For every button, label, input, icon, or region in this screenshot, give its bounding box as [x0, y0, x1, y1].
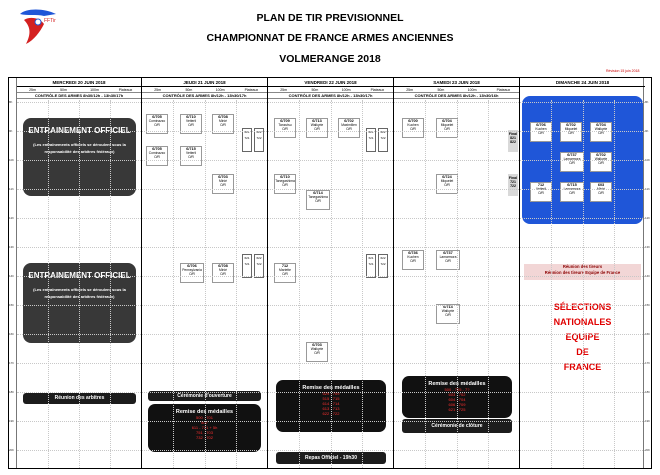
hour-label: 11h	[645, 187, 650, 191]
card-code: 6/715	[567, 183, 577, 187]
card-name: Cominazzo	[148, 118, 166, 123]
hour-label: 16h	[645, 332, 651, 336]
side-code-text: 721	[368, 262, 374, 266]
card-cat: O/R	[220, 271, 226, 276]
card-cat: O/R	[282, 126, 288, 131]
card-cat: O/R	[444, 126, 450, 131]
card-code: 6/700	[408, 119, 418, 123]
hour-label: 15h	[645, 303, 651, 307]
relay-card[interactable]	[274, 263, 296, 283]
card-cat: O/R	[538, 190, 544, 195]
card-code: 6/715	[186, 147, 196, 151]
hour-label: 8h	[9, 100, 13, 104]
relay-card[interactable]	[560, 182, 584, 202]
lane-label: Plateaux	[118, 88, 133, 92]
medals-title: Remise des médailles	[428, 381, 486, 387]
hour-label: 12h	[645, 216, 651, 220]
lane-divider	[205, 100, 206, 468]
card-name: Mariette	[279, 267, 291, 272]
lane-label: Plateaux	[496, 88, 511, 92]
selection-line: EQUIPE	[565, 332, 600, 342]
hour-label: 20h	[645, 448, 651, 452]
card-cat: O/R	[444, 182, 450, 187]
medals-line: 500 - 705 - 7?	[444, 387, 470, 392]
card-code: 712	[537, 183, 545, 187]
hour-label: 14h	[9, 274, 15, 278]
hour-label: 14h	[645, 274, 651, 278]
relay-card[interactable]	[530, 122, 552, 142]
weapons-control: CONTRÔLE DES ARMES 8h/12h - 13h30/17h	[268, 93, 393, 99]
selection-line: SÉLECTIONS	[553, 302, 612, 312]
lane-divider	[331, 100, 332, 468]
weapons-control: CONTRÔLE DES ARMES 8h/12h - 13h30/17h	[142, 93, 267, 99]
card-code: 6/706	[187, 264, 197, 268]
card-name: Lamarmora	[563, 186, 581, 191]
card-cat: O/R	[598, 130, 604, 135]
card-code: 6/703	[312, 343, 322, 347]
lane-divider	[551, 100, 552, 468]
lane-label: 100m	[90, 88, 99, 92]
lane-label: 100m	[215, 88, 225, 92]
medals-line: 603 - 702	[448, 392, 466, 397]
card-name: Miquelet	[440, 178, 454, 183]
day-header: MERCREDI 20 JUIN 2018	[17, 78, 141, 87]
card-cat: O/R	[346, 126, 352, 131]
card-cat: O/R	[569, 160, 575, 165]
medals-line: 515 - 715	[322, 396, 340, 401]
lane-divider	[173, 100, 174, 468]
side-code-text: 622	[256, 256, 262, 260]
hour-label: 18h	[645, 390, 651, 394]
relay-card[interactable]	[180, 263, 204, 283]
hours-gutter-left	[9, 78, 17, 468]
revision-date: Révision 15 juin 2018	[606, 69, 640, 73]
card-code: 6/710	[186, 115, 196, 119]
relay-card[interactable]	[274, 174, 296, 194]
card-code: 6/704	[596, 123, 606, 127]
lane-divider	[362, 100, 363, 468]
training-note: (Les entraînements officiels se déroulent sous la responsabilité des arbitres fédéraux)	[33, 142, 126, 154]
medals-line: 613 - 713	[322, 406, 340, 411]
card-cat: O/R	[314, 126, 320, 131]
hour-label: 17h	[645, 361, 651, 365]
card-name: Tanegashima	[308, 194, 328, 199]
side-code-text: 722	[256, 136, 262, 140]
hour-label: 19h	[645, 419, 651, 423]
card-name: Walkyrie	[594, 156, 608, 161]
official-dinner[interactable]: Repas Officiel - 19h30	[276, 452, 386, 464]
card-code: 6/737	[443, 251, 453, 255]
card-name: Minié	[597, 186, 605, 191]
card-cat: O/R	[189, 271, 195, 276]
card-code: 6/703	[218, 175, 228, 179]
medals-line: 614 - 714	[322, 401, 340, 406]
relay-card[interactable]	[146, 146, 168, 166]
card-name: Miquelet	[440, 122, 454, 127]
lane-label: 50m	[437, 88, 445, 92]
medals-line: 621 - 725	[448, 407, 466, 412]
card-code: 603	[597, 183, 605, 187]
meeting-team-text: Réunion des tireurs Equipe de France	[544, 270, 621, 275]
card-code: 6/705	[152, 147, 162, 151]
hour-label: 17h	[9, 361, 15, 365]
day-column-sunday	[520, 78, 645, 468]
selection-line: DE	[576, 347, 589, 357]
relay-card[interactable]	[436, 118, 458, 138]
day-header: SAMEDI 23 JUIN 2018	[394, 78, 519, 87]
card-name: Cominazzo	[148, 150, 166, 155]
relay-card[interactable]	[274, 118, 296, 138]
selection-line: FRANCE	[563, 362, 602, 372]
card-code: 6/724	[442, 175, 452, 179]
card-name: Kuchen	[535, 126, 547, 131]
card-name: Walkyrie	[441, 308, 455, 313]
card-cat: O/R	[445, 312, 451, 317]
card-code: 6/702	[566, 123, 576, 127]
day-header: VENDREDI 22 JUIN 2018	[268, 78, 393, 87]
card-code: 6/714	[443, 305, 453, 309]
card-cat: O/R	[538, 130, 544, 135]
medals-line: 622 - 722	[322, 411, 340, 416]
relay-card[interactable]	[306, 342, 328, 362]
day-column-friday	[268, 78, 394, 468]
side-code-text: 722	[256, 262, 262, 266]
relay-card[interactable]	[212, 263, 234, 283]
side-code-text: 621	[368, 256, 374, 260]
card-code: 6/710	[280, 175, 290, 179]
lane-divider	[614, 100, 615, 468]
card-name: Vetterli	[185, 150, 197, 155]
lane-label: 50m	[311, 88, 319, 92]
card-name: Vetterli	[535, 186, 547, 191]
side-code-text: 722	[380, 262, 386, 266]
side-code[interactable]	[254, 254, 264, 278]
card-code: 6/713	[312, 119, 322, 123]
card-name: Maximilien	[341, 122, 357, 127]
card-name: Tanegashima	[275, 178, 295, 183]
closing-ceremony[interactable]: Cérémonie de clôture	[402, 419, 512, 433]
meeting-text: Réunion des tireurs	[562, 264, 603, 269]
card-cat: O/R	[445, 258, 451, 263]
weapons-control: CONTRÔLE DES ARMES 8h30/12h - 13h30/17h	[17, 93, 141, 99]
arbiters-meeting[interactable]: Réunion des arbitres	[23, 393, 136, 404]
card-cat: O/R	[410, 258, 416, 263]
lane-label: 25m	[29, 88, 36, 92]
day-column-wednesday	[17, 78, 142, 468]
medals-line: 500 - 701	[196, 415, 213, 420]
card-code: 6/709	[280, 119, 290, 123]
day-column-saturday	[394, 78, 520, 468]
card-code: 6/736	[408, 251, 418, 255]
hour-label: 13h	[9, 245, 15, 249]
championship-title: CHAMPIONNAT DE FRANCE ARMES ANCIENNES	[206, 32, 454, 44]
weapons-control: CONTRÔLE DES ARMES 8h/12h - 13h30/16h	[394, 93, 519, 99]
side-code-text: 621	[368, 130, 374, 134]
relay-card[interactable]	[212, 174, 234, 194]
card-code: 6/708	[218, 264, 228, 268]
card-name: Minié	[219, 118, 227, 123]
card-name: Walkyrie	[594, 126, 608, 131]
relay-card[interactable]	[590, 152, 612, 172]
medals-line: 751 - 703	[196, 430, 213, 435]
hour-label: 11h	[9, 187, 14, 191]
card-cat: O/R	[410, 126, 416, 131]
lane-divider	[425, 100, 426, 468]
card-name: Walkyrie	[310, 346, 324, 351]
card-name: Minié	[219, 178, 227, 183]
card-name: Vetterli	[185, 118, 197, 123]
hour-label: 8h	[645, 100, 649, 104]
hour-label: 12h	[9, 216, 15, 220]
relay-card[interactable]	[402, 250, 424, 270]
hour-label: 9h	[645, 129, 649, 133]
card-name: Miquelet	[564, 126, 578, 131]
lane-divider	[299, 100, 300, 468]
relay-card[interactable]	[590, 182, 612, 202]
lane-label: Plateaux	[244, 88, 259, 92]
card-cat: O/R	[598, 190, 604, 195]
side-code-text: 722	[380, 136, 386, 140]
relay-card[interactable]	[560, 122, 582, 142]
card-cat: O/R	[314, 350, 320, 355]
plan-title: PLAN DE TIR PREVISIONNEL	[256, 12, 404, 24]
card-cat: O/R	[220, 122, 226, 127]
card-cat: O/R	[315, 198, 321, 203]
card-code: 6/714	[313, 191, 323, 195]
hour-label: 13h	[645, 245, 651, 249]
medals-line: 732 - 702	[196, 435, 213, 440]
card-name: Kuchen	[407, 254, 419, 259]
relay-card[interactable]	[306, 190, 330, 210]
medals-title: Remise des médailles	[302, 385, 360, 391]
lane-divider	[79, 100, 80, 468]
card-cat: O/R	[154, 154, 160, 159]
side-code-text: 621	[244, 256, 250, 260]
card-code: 6/706	[536, 123, 546, 127]
selection-line: NATIONALES	[553, 317, 612, 327]
card-cat: O/R	[569, 190, 575, 195]
hour-label: 19h	[9, 419, 15, 423]
side-code-text: 721	[368, 136, 374, 140]
lane-label: Plateaux	[370, 88, 385, 92]
relay-card[interactable]	[338, 118, 360, 138]
lane-label: 25m	[406, 88, 414, 92]
card-cat: O/R	[598, 160, 604, 165]
lane-label: 100m	[341, 88, 351, 92]
hour-label: 16h	[9, 332, 15, 336]
side-code-text: 622	[256, 130, 262, 134]
card-name: Minié	[219, 267, 227, 272]
lane-divider	[583, 100, 584, 468]
opening-ceremony[interactable]: Cérémonie d'ouverture	[148, 391, 261, 401]
card-code: 6/737	[567, 153, 577, 157]
final-721-722[interactable]: Final 721 722	[508, 174, 518, 196]
side-code-text: 622	[380, 130, 386, 134]
relay-card[interactable]	[560, 152, 584, 172]
card-code: 6/702	[344, 119, 354, 123]
relay-card[interactable]	[180, 146, 202, 166]
training-title: ENTRAINEMENT OFFICIEL	[28, 126, 131, 135]
lane-divider	[236, 100, 237, 468]
card-code: 6/702	[596, 153, 606, 157]
day-header: JEUDI 21 JUIN 2018	[142, 78, 267, 87]
side-code-text: 622	[380, 256, 386, 260]
card-name: Tanzutsu	[278, 122, 292, 127]
side-code[interactable]	[378, 254, 388, 278]
final-821-822[interactable]: Final 821 822	[508, 130, 518, 152]
hour-label: 10h	[9, 158, 15, 162]
card-code: 712	[281, 264, 289, 268]
medals-line: 606 - 709	[448, 402, 466, 407]
hour-label: 15h	[9, 303, 15, 307]
venue-title: VOLMERANGE 2018	[279, 53, 381, 65]
card-name: Lamarmora	[439, 254, 457, 259]
card-cat: O/R	[220, 182, 226, 187]
lane-label: 100m	[467, 88, 477, 92]
lane-label: 25m	[280, 88, 288, 92]
card-cat: O/R	[568, 130, 574, 135]
logo-text: FFTir	[44, 18, 56, 24]
side-code-text: 721	[244, 262, 250, 266]
side-code-text: 721	[244, 136, 250, 140]
medals-line: 507	[201, 420, 208, 425]
hour-label: 9h	[9, 129, 13, 133]
card-name: Lamarmora	[563, 156, 581, 161]
lane-label: 50m	[60, 88, 67, 92]
relay-card[interactable]	[590, 122, 612, 142]
card-cat: O/R	[282, 182, 288, 187]
hour-label: 20h	[9, 448, 15, 452]
card-name: Walkyrie	[310, 122, 324, 127]
card-name: Kuchen	[407, 122, 419, 127]
medals-line: 604 - 704	[448, 397, 466, 402]
lane-divider	[488, 100, 489, 468]
schedule-board	[8, 77, 652, 469]
side-code[interactable]	[242, 254, 252, 278]
day-header: DIMANCHE 24 JUIN 2018	[520, 78, 645, 87]
medals-line: 529 - 709	[322, 391, 340, 396]
card-name: Pennsylvania	[182, 267, 202, 272]
lane-divider	[48, 100, 49, 468]
hour-label: 10h	[645, 158, 651, 162]
relay-card[interactable]	[436, 174, 458, 194]
medals-title: Remise des médailles	[175, 409, 234, 415]
side-code[interactable]	[366, 254, 376, 278]
card-cat: O/R	[154, 122, 160, 127]
card-code: 6/704	[442, 119, 452, 123]
card-cat: O/R	[188, 154, 194, 159]
card-code: 6/705	[152, 115, 162, 119]
training-note: (Les entraînements officiels se déroulent sous la responsabilité des arbitres fédéraux)	[33, 287, 126, 299]
card-cat: O/R	[188, 122, 194, 127]
relay-card[interactable]	[530, 182, 552, 202]
day-column-thursday	[142, 78, 268, 468]
hour-label: 18h	[9, 390, 15, 394]
lane-divider	[110, 100, 111, 468]
relay-card[interactable]	[306, 118, 328, 138]
training-title: ENTRAINEMENT OFFICIEL	[28, 271, 131, 280]
side-code-text: 621	[244, 130, 250, 134]
lane-divider	[457, 100, 458, 468]
card-cat: O/R	[282, 271, 288, 276]
lane-label: 50m	[185, 88, 193, 92]
lane-label: 25m	[154, 88, 162, 92]
medals-line: 611 - 721 + 5h	[191, 425, 218, 430]
card-code: 6/708	[218, 115, 228, 119]
relay-card[interactable]	[402, 118, 424, 138]
